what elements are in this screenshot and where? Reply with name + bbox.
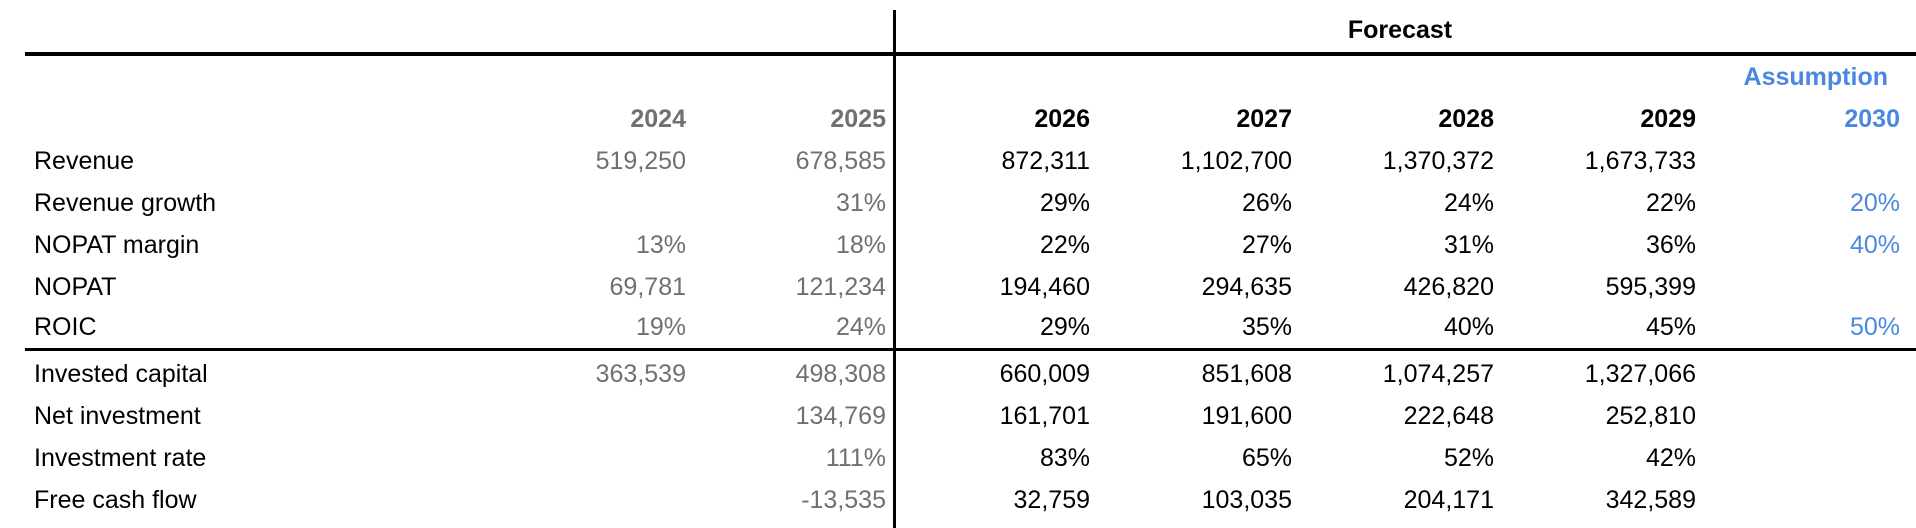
cell-nopat-margin-2030: 40% (1849, 231, 1900, 259)
cell-revenue-growth-2029: 22% (1645, 189, 1696, 217)
row-label-roic: ROIC (34, 313, 97, 341)
row-label-free-cash-flow: Free cash flow (34, 486, 197, 514)
cell-nopat-margin-2025: 18% (835, 231, 886, 259)
cell-nopat-2024: 69,781 (609, 273, 686, 301)
cell-revenue-2024: 519,250 (595, 147, 686, 175)
forecast-header: Forecast (1347, 16, 1453, 44)
cell-net-investment-2025: 134,769 (795, 402, 886, 430)
year-header-2024: 2024 (630, 105, 686, 133)
year-header-2030: 2030 (1844, 105, 1900, 133)
cell-revenue-growth-2025: 31% (835, 189, 886, 217)
cell-investment-rate-2025: 111% (825, 444, 886, 472)
cell-investment-rate-2028: 52% (1443, 444, 1494, 472)
cell-free-cash-flow-2030 (1694, 482, 1900, 518)
cell-invested-capital-2025: 498,308 (795, 360, 886, 388)
cell-net-investment-2027: 191,600 (1201, 402, 1292, 430)
cell-revenue-growth-2027: 26% (1241, 189, 1292, 217)
cell-invested-capital-2029: 1,327,066 (1584, 360, 1696, 388)
row-label-revenue: Revenue (34, 147, 135, 175)
cell-net-investment-2024 (480, 398, 686, 434)
cell-investment-rate-2029: 42% (1645, 444, 1696, 472)
cell-free-cash-flow-2028: 204,171 (1403, 486, 1494, 514)
year-header-2027: 2027 (1236, 105, 1292, 133)
cell-revenue-2029: 1,673,733 (1584, 147, 1696, 175)
cell-revenue-growth-2024 (480, 185, 686, 221)
cell-revenue-2026: 872,311 (1001, 147, 1090, 175)
cell-revenue-2025: 678,585 (795, 147, 886, 175)
assumption-header: Assumption (1743, 63, 1888, 91)
cell-revenue-2028: 1,370,372 (1382, 147, 1494, 175)
cell-investment-rate-2026: 83% (1039, 444, 1090, 472)
cell-nopat-2026: 194,460 (999, 273, 1090, 301)
year-header-2029: 2029 (1640, 105, 1696, 133)
cell-free-cash-flow-2024 (480, 482, 686, 518)
year-header-2028: 2028 (1438, 105, 1494, 133)
year-header-2025: 2025 (830, 105, 886, 133)
cell-investment-rate-2027: 65% (1241, 444, 1292, 472)
cell-nopat-margin-2026: 22% (1039, 231, 1090, 259)
cell-net-investment-2026: 161,701 (999, 402, 1090, 430)
cell-nopat-2027: 294,635 (1201, 273, 1292, 301)
cell-net-investment-2030 (1694, 398, 1900, 434)
row-label-net-investment: Net investment (34, 402, 201, 430)
cell-nopat-margin-2029: 36% (1645, 231, 1696, 259)
cell-invested-capital-2024: 363,539 (595, 360, 686, 388)
cell-free-cash-flow-2025: -13,535 (801, 486, 886, 514)
cell-nopat-2025: 121,234 (795, 273, 886, 301)
cell-roic-2029: 45% (1645, 313, 1696, 341)
cell-invested-capital-2027: 851,608 (1201, 360, 1292, 388)
cell-nopat-2029: 595,399 (1605, 273, 1696, 301)
cell-revenue-2027: 1,102,700 (1180, 147, 1292, 175)
cell-roic-2026: 29% (1039, 313, 1090, 341)
cell-nopat-2030 (1694, 269, 1900, 305)
cell-roic-2028: 40% (1443, 313, 1494, 341)
cell-net-investment-2028: 222,648 (1403, 402, 1494, 430)
cell-revenue-2030 (1694, 143, 1900, 179)
row-label-nopat: NOPAT (34, 273, 117, 301)
cell-revenue-growth-2028: 24% (1443, 189, 1494, 217)
cell-nopat-margin-2028: 31% (1443, 231, 1494, 259)
row-label-nopat-margin: NOPAT margin (34, 231, 200, 259)
cell-nopat-2028: 426,820 (1403, 273, 1494, 301)
cell-revenue-growth-2026: 29% (1039, 189, 1090, 217)
cell-nopat-margin-2024: 13% (635, 231, 686, 259)
cell-invested-capital-2028: 1,074,257 (1382, 360, 1494, 388)
cell-roic-2027: 35% (1241, 313, 1292, 341)
section-rule (25, 348, 1916, 351)
cell-roic-2025: 24% (835, 313, 886, 341)
cell-investment-rate-2024 (480, 440, 686, 476)
cell-roic-2024: 19% (635, 313, 686, 341)
cell-net-investment-2029: 252,810 (1605, 402, 1696, 430)
cell-invested-capital-2026: 660,009 (999, 360, 1090, 388)
cell-nopat-margin-2027: 27% (1241, 231, 1292, 259)
row-label-investment-rate: Investment rate (34, 444, 207, 472)
year-header-2026: 2026 (1034, 105, 1090, 133)
cell-revenue-growth-2030: 20% (1849, 189, 1900, 217)
cell-free-cash-flow-2027: 103,035 (1201, 486, 1292, 514)
header-rule (25, 52, 1916, 56)
cell-investment-rate-2030 (1694, 440, 1900, 476)
row-label-invested-capital: Invested capital (34, 360, 208, 388)
cell-roic-2030: 50% (1849, 313, 1900, 341)
cell-free-cash-flow-2026: 32,759 (1013, 486, 1090, 514)
row-label-revenue-growth: Revenue growth (34, 189, 217, 217)
cell-invested-capital-2030 (1694, 356, 1900, 392)
cell-free-cash-flow-2029: 342,589 (1605, 486, 1696, 514)
